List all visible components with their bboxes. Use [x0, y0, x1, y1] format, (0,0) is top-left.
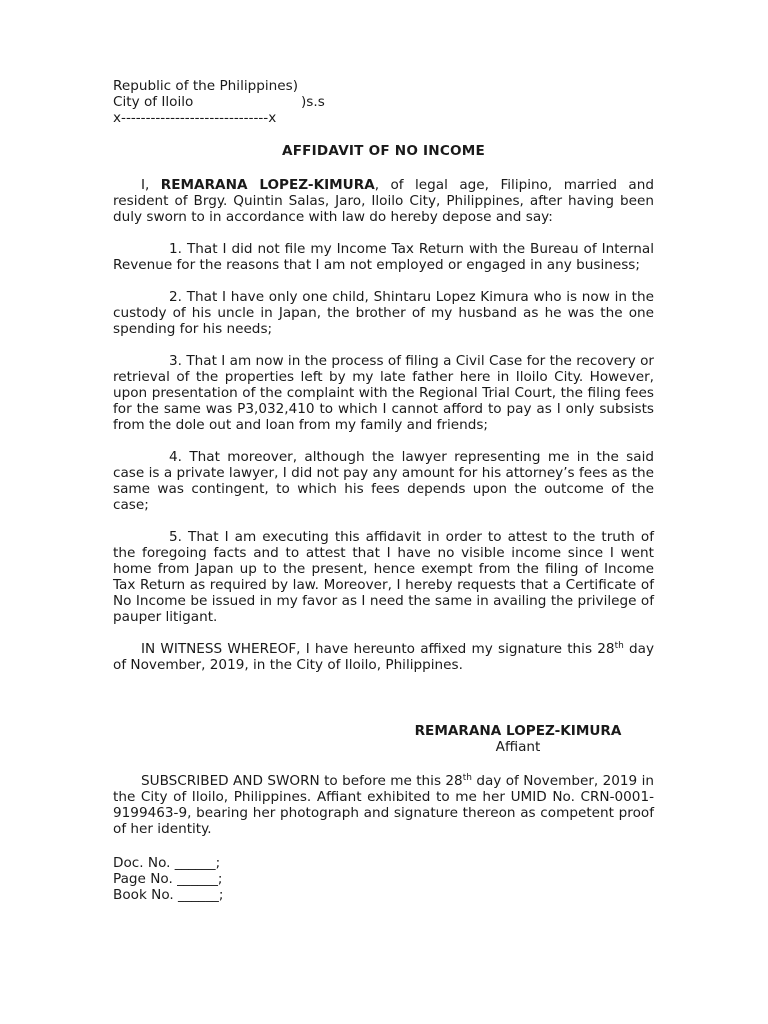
numbered-paragraph-2: [113, 289, 654, 337]
paragraph-number: 3.: [169, 353, 182, 369]
paragraph-text: That I am executing this affidavit in order to attest to the truth of the foregoing facts and to attest that I have no visible income since I went home from Japan up to the present, hence exempt from the filing of Income Tax Return as required by law. Moreover, I hereby requests that a Certificate of No Income be issued in my favor as I need the same in availing the privilege of pauper litigant.: [113, 529, 654, 625]
jurat-paragraph: [113, 773, 654, 837]
jurat-part1: SUBSCRIBED AND SWORN to before me this: [141, 773, 446, 789]
paragraph-text: That I have only one child, Shintaru Lopez Kimura who is now in the custody of his uncle in Japan, the brother of my husband as he was the one spending for his needs;: [113, 289, 654, 337]
numbered-paragraph-3: [113, 353, 654, 433]
witness-day-suffix: th: [614, 641, 624, 651]
intro-suffix: , of legal age, Filipino, married and resident of Brgy. Quintin Salas, Jaro, Iloilo City, Philippines, after having been duly sworn to in accordance with law do hereby depose and say:: [113, 177, 654, 225]
numbered-paragraph-4: [113, 449, 654, 513]
numbered-paragraph-5: [113, 529, 654, 625]
page-number-line: Page No. ______;: [113, 871, 223, 887]
affiant-label: Affiant: [495, 739, 541, 755]
jurat-day-suffix: th: [462, 773, 472, 783]
affiant-name-inline: REMARANA LOPEZ-KIMURA: [160, 177, 375, 193]
document-title: AFFIDAVIT OF NO INCOME: [281, 143, 486, 159]
paragraph-text: That moreover, although the lawyer representing me in the said case is a private lawyer, I did not pay any amount for his attorney’s fees as the same was contingent, to which his fees depends upon the outcome of the case;: [113, 449, 654, 513]
paragraph-number: 1.: [169, 241, 182, 257]
affidavit-document: [113, 78, 654, 903]
venue-block: [113, 78, 654, 126]
witness-day: 28: [597, 641, 615, 657]
book-number-line: Book No. ______;: [113, 887, 224, 903]
jurat-day: 28: [445, 773, 463, 789]
paragraph-text: That I did not file my Income Tax Return with the Bureau of Internal Revenue for the reasons that I am not employed or engaged in any business;: [113, 241, 654, 273]
notarial-registry: [113, 855, 654, 903]
venue-city-line: [113, 94, 654, 110]
paragraph-text: That I am now in the process of filing a Civil Case for the recovery or retrieval of the properties left by my late father here in Iloilo City. However, upon presentation of the complaint with the Regional Trial Court, the filing fees for the same was P3,032,410 to which I cannot afford to pay as I only subsists from the dole out and loan from my family and friends;: [113, 353, 654, 433]
intro-paragraph: [113, 177, 654, 225]
signature-block: [402, 723, 634, 755]
jurat-part2: day of November, 2019 in the City of Iloilo, Philippines. Affiant exhibited to me her UMID No. CRN-0001-9199463-9, bearing her photograph and signature thereon as competent proof of her identity.: [113, 773, 654, 837]
affiant-name: REMARANA LOPEZ-KIMURA: [414, 723, 622, 739]
doc-number-line: Doc. No. ______;: [113, 855, 221, 871]
venue-divider: x------------------------------x: [113, 110, 277, 126]
paragraph-number: 5.: [169, 529, 182, 545]
witness-part1: IN WITNESS WHEREOF, I have hereunto affixed my signature this: [141, 641, 598, 657]
witness-part2: day of November, 2019, in the City of Iloilo, Philippines.: [113, 641, 655, 673]
intro-prefix: I,: [141, 177, 161, 193]
venue-city: City of Iloilo: [113, 94, 194, 110]
numbered-paragraph-1: [113, 241, 654, 273]
paragraph-number: 2.: [169, 289, 182, 305]
paragraph-number: 4.: [169, 449, 182, 465]
witness-paragraph: [113, 641, 654, 673]
venue-republic: Republic of the Philippines): [113, 78, 299, 94]
venue-ss: )s.s: [301, 94, 325, 110]
